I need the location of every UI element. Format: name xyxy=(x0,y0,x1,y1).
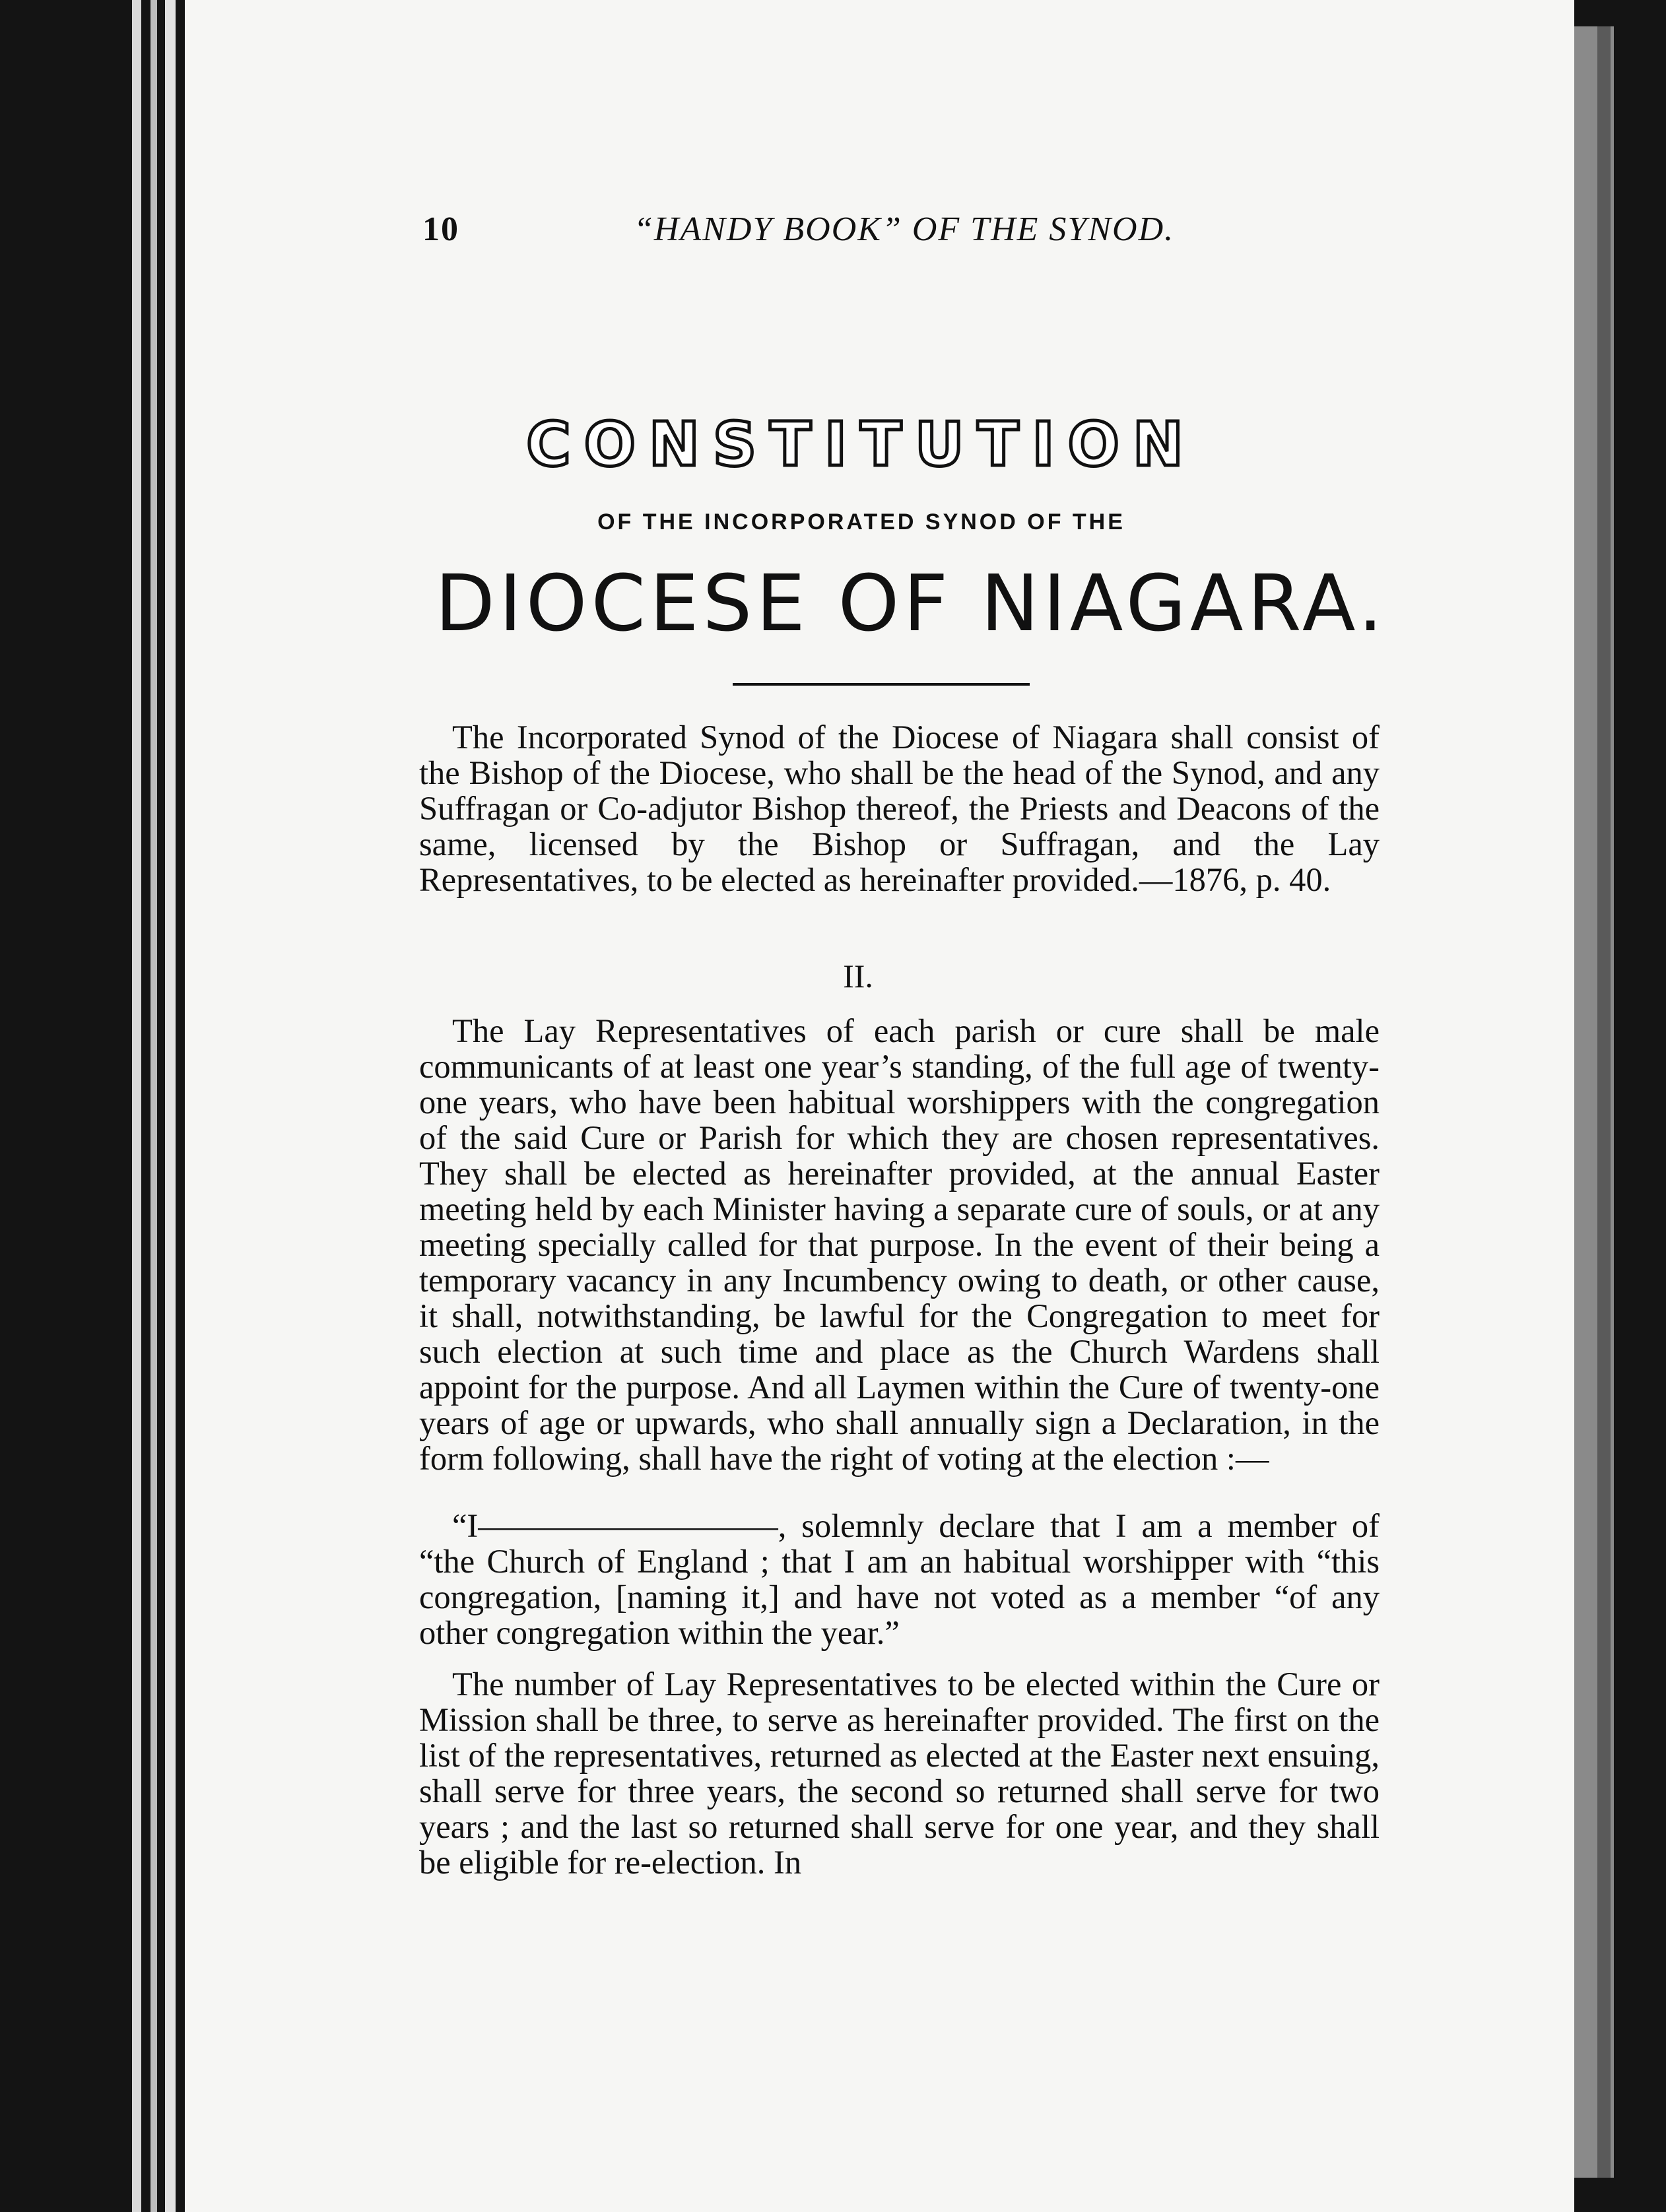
paragraph-2 xyxy=(419,1013,1380,1476)
paragraph-text: The number of Lay Representatives to be elected within the Cure or Mission shall be three, to serve as hereinafter provided. The first on the list of the representatives, returned as elected at the Easter next ensuing, shall serve for three years, the second so returned shall serve for two years ; and the last so returned shall serve for one year, and they shall be eligible for re-election. In xyxy=(419,1666,1380,1881)
page-number: 10 xyxy=(422,211,459,248)
paragraph-text: The Incorporated Synod of the Diocese of Niagara shall consist of the Bishop of the Diocese, who shall be the head of the Synod, and any Suffragan or Co-adjutor Bishop thereof, the Priests and Deacons of the same, licensed by the Bishop or Suffragan, and the Lay Representatives, to be elected as hereinafter provided.—1876, p. 40. xyxy=(419,719,1380,898)
binding-stripe xyxy=(132,0,141,2212)
binding-stripe xyxy=(150,0,157,2212)
running-title: “HANDY BOOK” OF THE SYNOD. xyxy=(634,211,1175,248)
paragraph-text: “I—————————, solemnly declare that I am a member of “the Church of England ; that I am an habitual worshipper with “this congregation, [naming it,] and have not voted as a member “of any other congregation within the year.” xyxy=(419,1507,1380,1651)
incorporated-synod-subheading: OF THE INCORPORATED SYNOD OF THE xyxy=(597,509,1125,535)
declaration-paragraph xyxy=(419,1508,1380,1650)
paragraph-1 xyxy=(419,719,1380,897)
running-head xyxy=(422,210,1564,263)
paragraph-text: The Lay Representatives of each parish or cure shall be male communicants of at least one year’s standing, of the full age of twenty-one years, who have been habitual worshippers with the congregation of the said Cure or Parish for which they are chosen representatives. They shall be elected as hereinafter provided, at the annual Easter meeting held by each Minister having a separate cure of souls, or at any meeting specially called for that purpose. In the event of their being a temporary vacancy in any Incumbency owing to death, or other cause, it shall, notwithstanding, be lawful for the Congregation to meet for such election at such time and place as the Church Wardens shall appoint for the purpose. And all Laymen within the Cure of twenty-one years of age or upwards, who shall annually sign a Declaration, in the form following, shall have the right of voting at the election :— xyxy=(419,1012,1380,1477)
paragraph-4 xyxy=(419,1666,1380,1880)
section-number: II. xyxy=(843,958,873,994)
binding-stripe xyxy=(165,0,176,2212)
diocese-heading: DIOCESE OF NIAGARA. xyxy=(435,558,1387,649)
heading-rule xyxy=(733,683,1030,686)
page-edge-shadow xyxy=(1597,26,1611,2178)
constitution-heading: CONSTITUTION xyxy=(526,409,1197,480)
